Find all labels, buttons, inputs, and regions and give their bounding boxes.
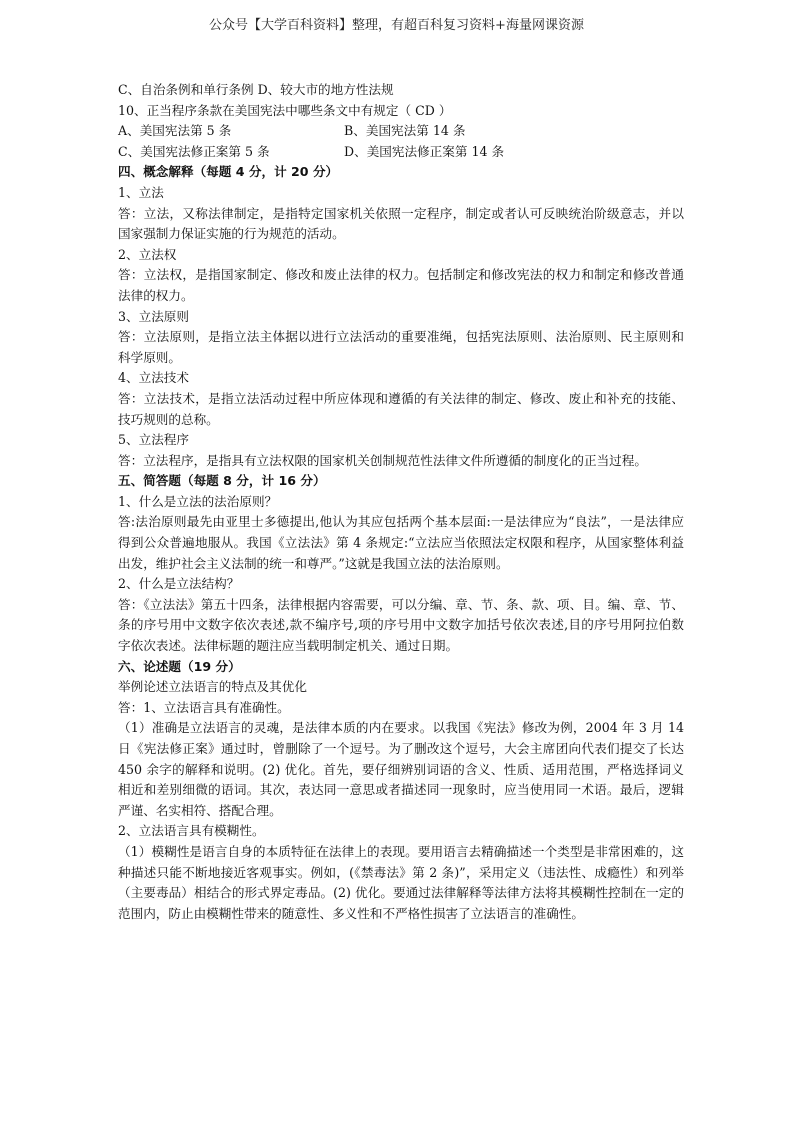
section4-term-1: 1、立法 [118,184,164,200]
section5-question-1: 1、什么是立法的法治原则？ [118,493,278,509]
q10-option-b: B、美国宪法第 14 条 [344,123,466,139]
q10-options-row-1 [118,121,684,142]
section4-answer-1: 答：立法，又称法律制定，是指特定国家机关依照一定程序，制定或者认可反映统治阶级意志，并以国家强制力保证实施的行为规范的活动。 [118,205,684,242]
section6-title: 六、论述题（19 分） [118,658,241,674]
section4-term-3: 3、立法原则 [118,308,189,324]
section4-term-5: 5、立法程序 [118,432,189,448]
section6-prompt: 举例论述立法语言的特点及其优化 [118,679,307,695]
q10-options-row-2 [118,142,684,163]
section4-answer-2: 答：立法权，是指国家制定、修改和废止法律的权力。包括制定和修改宪法的权力和制定和修改普通法律的权力。 [118,267,684,303]
section4-title: 四、概念解释（每题 4 分，计 20 分） [118,164,339,180]
q9-options-cd: C、自治条例和单行条例 D、较大市的地方性法规 [118,82,394,97]
section4-answer-3: 答：立法原则，是指立法主体据以进行立法活动的重要准绳，包括宪法原则、法治原则、民主原则和科学原则。 [118,329,684,365]
section5-answer-2: 答：《立法法》第五十四条，法律根据内容需要，可以分编、章、节、条、款、项、目。编、章、节、条的序号用中文数字依次表述,款不编序号,项的序号用中文数字加括号依次表述,目的序号用阿拉伯数字依次表述。法律标题的题注应当载明制定机关、通过日期。 [118,596,684,654]
section5-question-2: 2、什么是立法结构？ [118,576,240,592]
section5-title: 五、简答题（每题 8 分，计 16 分） [118,473,326,489]
section6-point-1-body: （1）准确是立法语言的灵魂，是法律本质的内在要求。以我国《宪法》修改为例，2004 年 3 月 14 日《宪法修正案》通过时，曾删除了一个逗号。为了删改这个逗号，大会主席团向代表们提交了长达 450 余字的解释和说明。(2) 优化。首先，要仔细辨别词语的含义、性质、适用范围，严格选择词义相近和差别细微的语词。其次，表达同一意思或者描述同一现象时，应当使用同一术语。最后，逻辑严谨、名实相符、搭配合理。 [118,720,684,818]
section5-answer-1: 答:法治原则最先由亚里士多德提出,他认为其应包括两个基本层面:一是法律应为“良法”，一是法律应得到公众普遍地服从。我国《立法法》第 4 条规定:“立法应当依照法定权限和程序，从国家整体利益出发，维护社会主义法制的统一和尊严。”这就是我国立法的法治原则。 [118,514,684,571]
section6-point-2: 2、立法语言具有模糊性。 [118,823,265,839]
document-body [118,80,684,924]
section6-point-1: 答：1、立法语言具有准确性。 [118,699,290,715]
q10-option-d: D、美国宪法修正案第 14 条 [344,143,505,159]
section6-point-2-body: （1）模糊性是语言自身的本质特征在法律上的表现。要用语言去精确描述一个类型是非常困难的，这种描述只能不断地接近客观事实。例如，(《禁毒法》第 2 条)”，采用定义（违法性、成瘾性）和列举（主要毒品）相结合的形式界定毒品。(2) 优化。要通过法律解释等法律方法将其模糊性控制在一定的范围内，防止由模糊性带来的随意性、多义性和不严格性损害了立法语言的准确性。 [118,843,684,921]
section4-answer-4: 答：立法技术，是指立法活动过程中所应体现和遵循的有关法律的制定、修改、废止和补充的技能、技巧规则的总称。 [118,390,684,427]
section4-term-2: 2、立法权 [118,246,177,262]
q10-question: 10、正当程序条款在美国宪法中哪些条文中有规定（ CD ） [118,102,452,118]
q10-option-c: C、美国宪法修正案第 5 条 [118,143,270,159]
q10-option-a: A、美国宪法第 5 条 [118,123,232,139]
section4-term-4: 4、立法技术 [118,370,189,386]
page-header: 公众号【大学百科资料】整理，有超百科复习资料+海量网课资源 [209,18,584,33]
section4-answer-5: 答：立法程序，是指具有立法权限的国家机关创制规范性法律文件所遵循的制度化的正当过程。 [118,452,647,468]
